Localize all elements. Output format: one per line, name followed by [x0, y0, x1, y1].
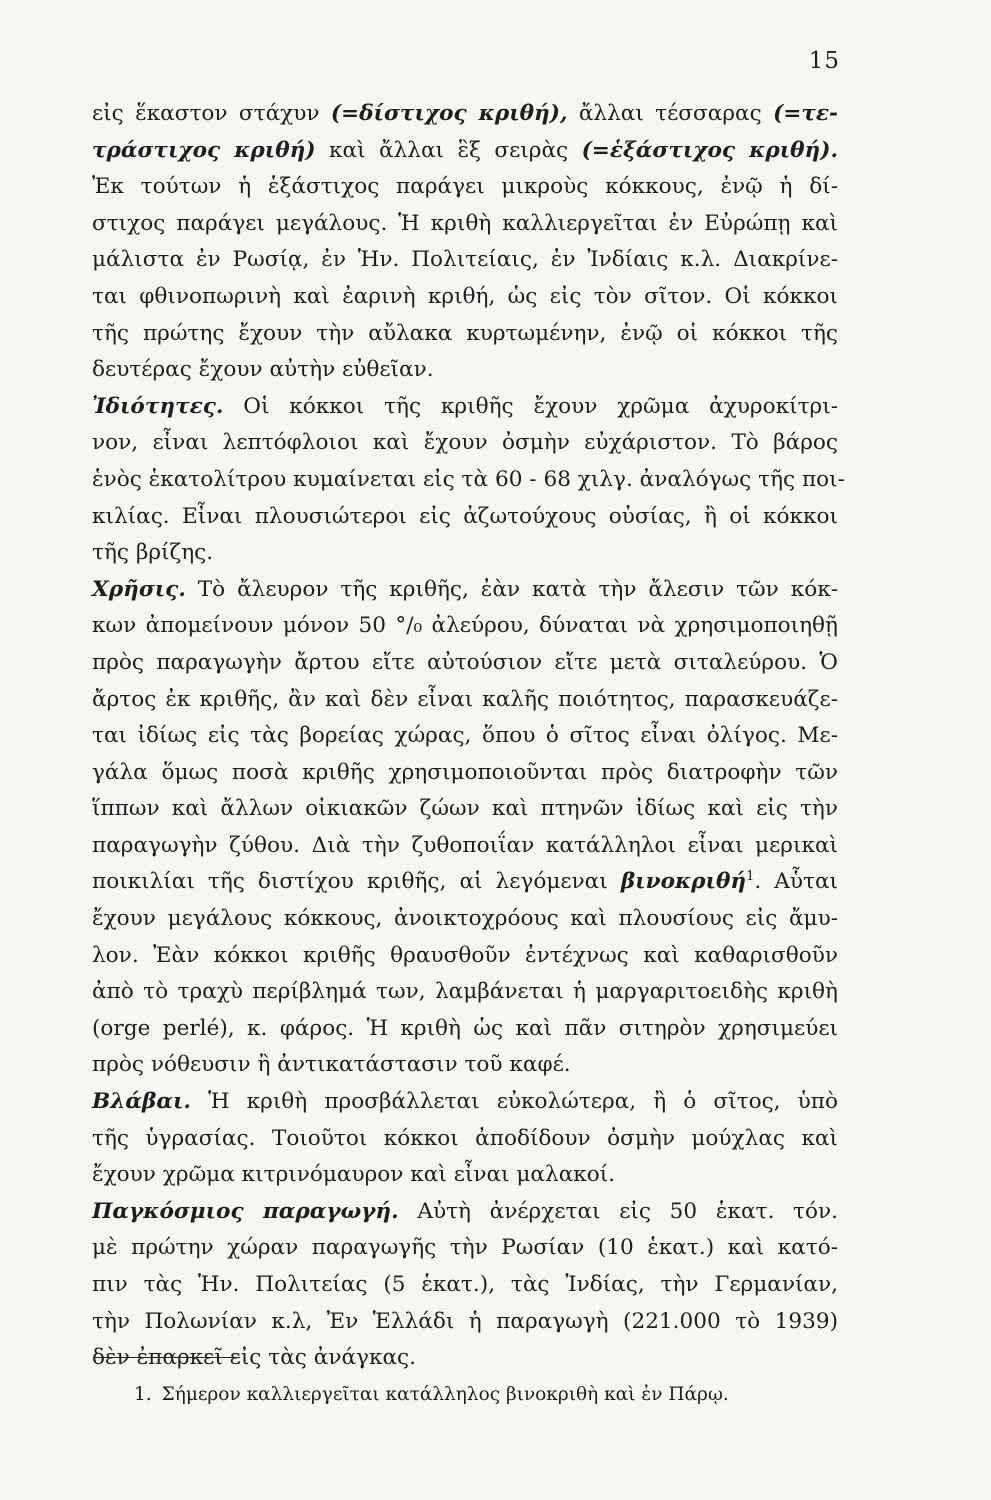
footnote-text: Σήμερον καλλιεργεῖται κατάλληλος βινοκριθὴ καὶ ἐν Πάρῳ. — [161, 1384, 729, 1405]
line-text: ἔχουν μεγάλους κόκκους, ἀνοικτοχρόους καὶ πλουσίους εἰς ἄμυ- — [92, 906, 838, 932]
line-text: νον, εἶναι λεπτόφλοιοι καὶ ἔχουν ὀσμὴν εὐχάριστον. Τὸ βάρος — [92, 430, 838, 456]
line-text: λον. Ἐὰν κόκκοι κριθῆς θραυσθοῦν ἐντέχνως καὶ καθαρισθοῦν — [92, 942, 838, 968]
text-line — [92, 645, 838, 682]
text-line — [92, 133, 838, 170]
line-text: κων ἀπομείνουν μόνον 50 °/₀ ἀλεύρου, δύναται νὰ χρησιμοποιηθῇ — [92, 613, 838, 639]
line-text: τῆς ὑγρασίας. Τοιοῦτοι κόκκοι ἀποδίδουν ὀσμὴν μούχλας καὶ — [92, 1125, 838, 1151]
line-text: Ἡ κριθὴ προσβάλλεται εὐκολώτερα, ἢ ὁ σῖτος, ὑπὸ — [190, 1089, 838, 1115]
emphasis-text: τράστιχος κριθή) — [92, 137, 316, 163]
text-line — [92, 96, 838, 133]
text-line — [92, 206, 838, 243]
text-line — [92, 974, 838, 1011]
line-text: μάλιστα ἐν Ρωσίᾳ, ἐν Ἡν. Πολιτείαις, ἐν Ἰνδίαις κ.λ. Διακρίνε- — [92, 247, 838, 273]
line-text: δὲν ἐπαρκεῖ εἰς τὰς ἀνάγκας. — [92, 1345, 416, 1371]
line-text: Ἐκ τούτων ἡ ἑξάστιχος παράγει μικροὺς κόκκους, ἐνῷ ἡ δί- — [92, 174, 838, 200]
footnote-number: 1. — [134, 1384, 152, 1405]
text-line — [92, 718, 838, 755]
line-text: δευτέρας ἔχουν αὐτὴν εὐθεῖαν. — [92, 357, 434, 383]
line-text: πρὸς παραγωγὴν ἄρτου εἴτε αὐτούσιον εἴτε μετὰ σιταλεύρου. Ὁ — [92, 649, 838, 675]
footnote-divider — [94, 1357, 240, 1358]
emphasis-text: (=ἑξάστιχος κριθή). — [581, 137, 838, 163]
footnote-marker: 1 — [746, 869, 755, 885]
line-text: ται ἰδίως εἰς τὰς βορείας χώρας, ὅπου ὁ σῖτος εἶναι ὀλίγος. Με- — [92, 723, 838, 749]
text-line — [92, 1230, 838, 1267]
text-line — [92, 1194, 838, 1231]
line-text: ἔχουν χρῶμα κιτρινόμαυρον καὶ εἶναι μαλακοί. — [92, 1162, 616, 1188]
text-line — [92, 1157, 838, 1194]
emphasis-text: Χρῆσις. — [92, 576, 186, 602]
page-number: 15 — [808, 48, 840, 74]
line-text: ἵππων καὶ ἄλλων οἰκιακῶν ζώων καὶ πτηνῶν ἰδίως καὶ εἰς τὴν — [92, 796, 838, 822]
text-line — [92, 1084, 838, 1121]
line-text: κιλίας. Εἶναι πλουσιώτεροι εἰς ἀζωτούχους οὐσίας, ἢ οἱ κόκκοι — [92, 503, 838, 529]
text-line — [92, 425, 838, 462]
line-text: Αὐτὴ ἀνέρχεται εἰς 50 ἑκατ. τόν. — [398, 1198, 838, 1224]
line-text: ἀπὸ τὸ τραχὺ περίβλημά των, λαμβάνεται ἡ μαργαριτοειδὴς κριθὴ — [92, 979, 838, 1005]
text-line — [92, 1011, 838, 1048]
line-text: τῆς πρώτης ἔχουν τὴν αὔλακα κυρτωμένην, ἐνῷ οἱ κόκκοι τῆς — [92, 320, 838, 346]
text-line — [92, 1340, 838, 1377]
text-line — [92, 462, 845, 499]
text-line — [92, 499, 838, 536]
text-line — [92, 755, 838, 792]
line-text: (orge perlé), κ. φάρος. Ἡ κριθὴ ὡς καὶ πᾶν σιτηρὸν χρησιμεύει — [92, 1015, 838, 1041]
line-text: πρὸς νόθευσιν ἢ ἀντικατάστασιν τοῦ καφέ. — [92, 1052, 571, 1078]
line-text: ται φθινοπωρινὴ καὶ ἐαρινὴ κριθή, ὡς εἰς τὸν σῖτον. Οἱ κόκκοι — [92, 283, 838, 309]
text-line — [92, 1267, 838, 1304]
line-text: . Αὗται — [754, 869, 838, 895]
line-text: γάλα ὅμως ποσὰ κριθῆς χρησιμοποιοῦνται πρὸς διατροφὴν τῶν — [92, 759, 838, 785]
emphasis-text: βινοκριθή — [620, 869, 747, 895]
text-line — [92, 389, 838, 426]
footnote — [134, 1384, 834, 1405]
text-line — [92, 242, 838, 279]
body-text — [92, 96, 845, 1377]
text-line — [92, 316, 838, 353]
emphasis-text: (=τε- — [773, 101, 838, 126]
text-line — [92, 352, 838, 389]
text-line — [92, 608, 838, 645]
line-text: παραγωγὴν ζύθου. Διὰ τὴν ζυθοποιΐαν κατάλληλοι εἶναι μερικαὶ — [92, 832, 838, 858]
line-text: ποικιλίαι τῆς διστίχου κριθῆς, αἱ λεγόμεναι — [92, 869, 621, 895]
text-line — [92, 1047, 838, 1084]
text-line — [92, 938, 838, 975]
text-line — [92, 791, 838, 828]
text-line — [92, 828, 838, 865]
text-line — [92, 1304, 838, 1341]
emphasis-text: (=δίστιχος κριθή), — [330, 101, 568, 126]
line-text: εἰς ἕκαστον στάχυν — [92, 101, 331, 126]
line-text: μὲ πρώτην χώραν παραγωγῆς τὴν Ρωσίαν (10 ἑκατ.) καὶ κατό- — [92, 1235, 838, 1261]
emphasis-text: Ἰδιότητες. — [92, 393, 224, 419]
line-text: καὶ ἄλλαι ἓξ σειρὰς — [315, 137, 582, 163]
text-line — [92, 901, 838, 938]
line-text: ἄρτος ἐκ κριθῆς, ἂν καὶ δὲν εἶναι καλῆς ποιότητος, παρασκευάζε- — [92, 686, 838, 712]
text-line — [92, 682, 838, 719]
line-text: ἑνὸς ἑκατολίτρου κυμαίνεται εἰς τὰ 60 - 68 χιλγ. ἀναλόγως τῆς ποι- — [92, 466, 845, 492]
line-text: πιν τὰς Ἡν. Πολιτείας (5 ἑκατ.), τὰς Ἰνδίας, τὴν Γερμανίαν, — [92, 1272, 838, 1297]
text-line — [92, 169, 838, 206]
emphasis-text: Βλάβαι. — [92, 1089, 191, 1115]
text-line — [92, 1121, 838, 1158]
emphasis-text: Παγκόσμιος παραγωγή. — [92, 1198, 399, 1224]
text-line — [92, 864, 838, 901]
text-line — [92, 279, 838, 316]
line-text: ἄλλαι τέσσαρας — [567, 101, 774, 126]
text-line — [92, 535, 838, 572]
line-text: τὴν Πολωνίαν κ.λ, Ἐν Ἑλλάδι ἡ παραγωγὴ (221.000 τὸ 1939) — [92, 1308, 838, 1334]
text-line — [92, 572, 838, 609]
line-text: Τὸ ἄλευρον τῆς κριθῆς, ἐὰν κατὰ τὴν ἄλεσιν τῶν κόκ- — [185, 576, 838, 602]
line-text: Οἱ κόκκοι τῆς κριθῆς ἔχουν χρῶμα ἀχυροκίτρι- — [223, 393, 838, 419]
line-text: τῆς βρίζης. — [92, 540, 214, 566]
line-text: στιχος παράγει μεγάλους. Ἡ κριθὴ καλλιεργεῖται ἐν Εὐρώπῃ καὶ — [92, 210, 838, 236]
